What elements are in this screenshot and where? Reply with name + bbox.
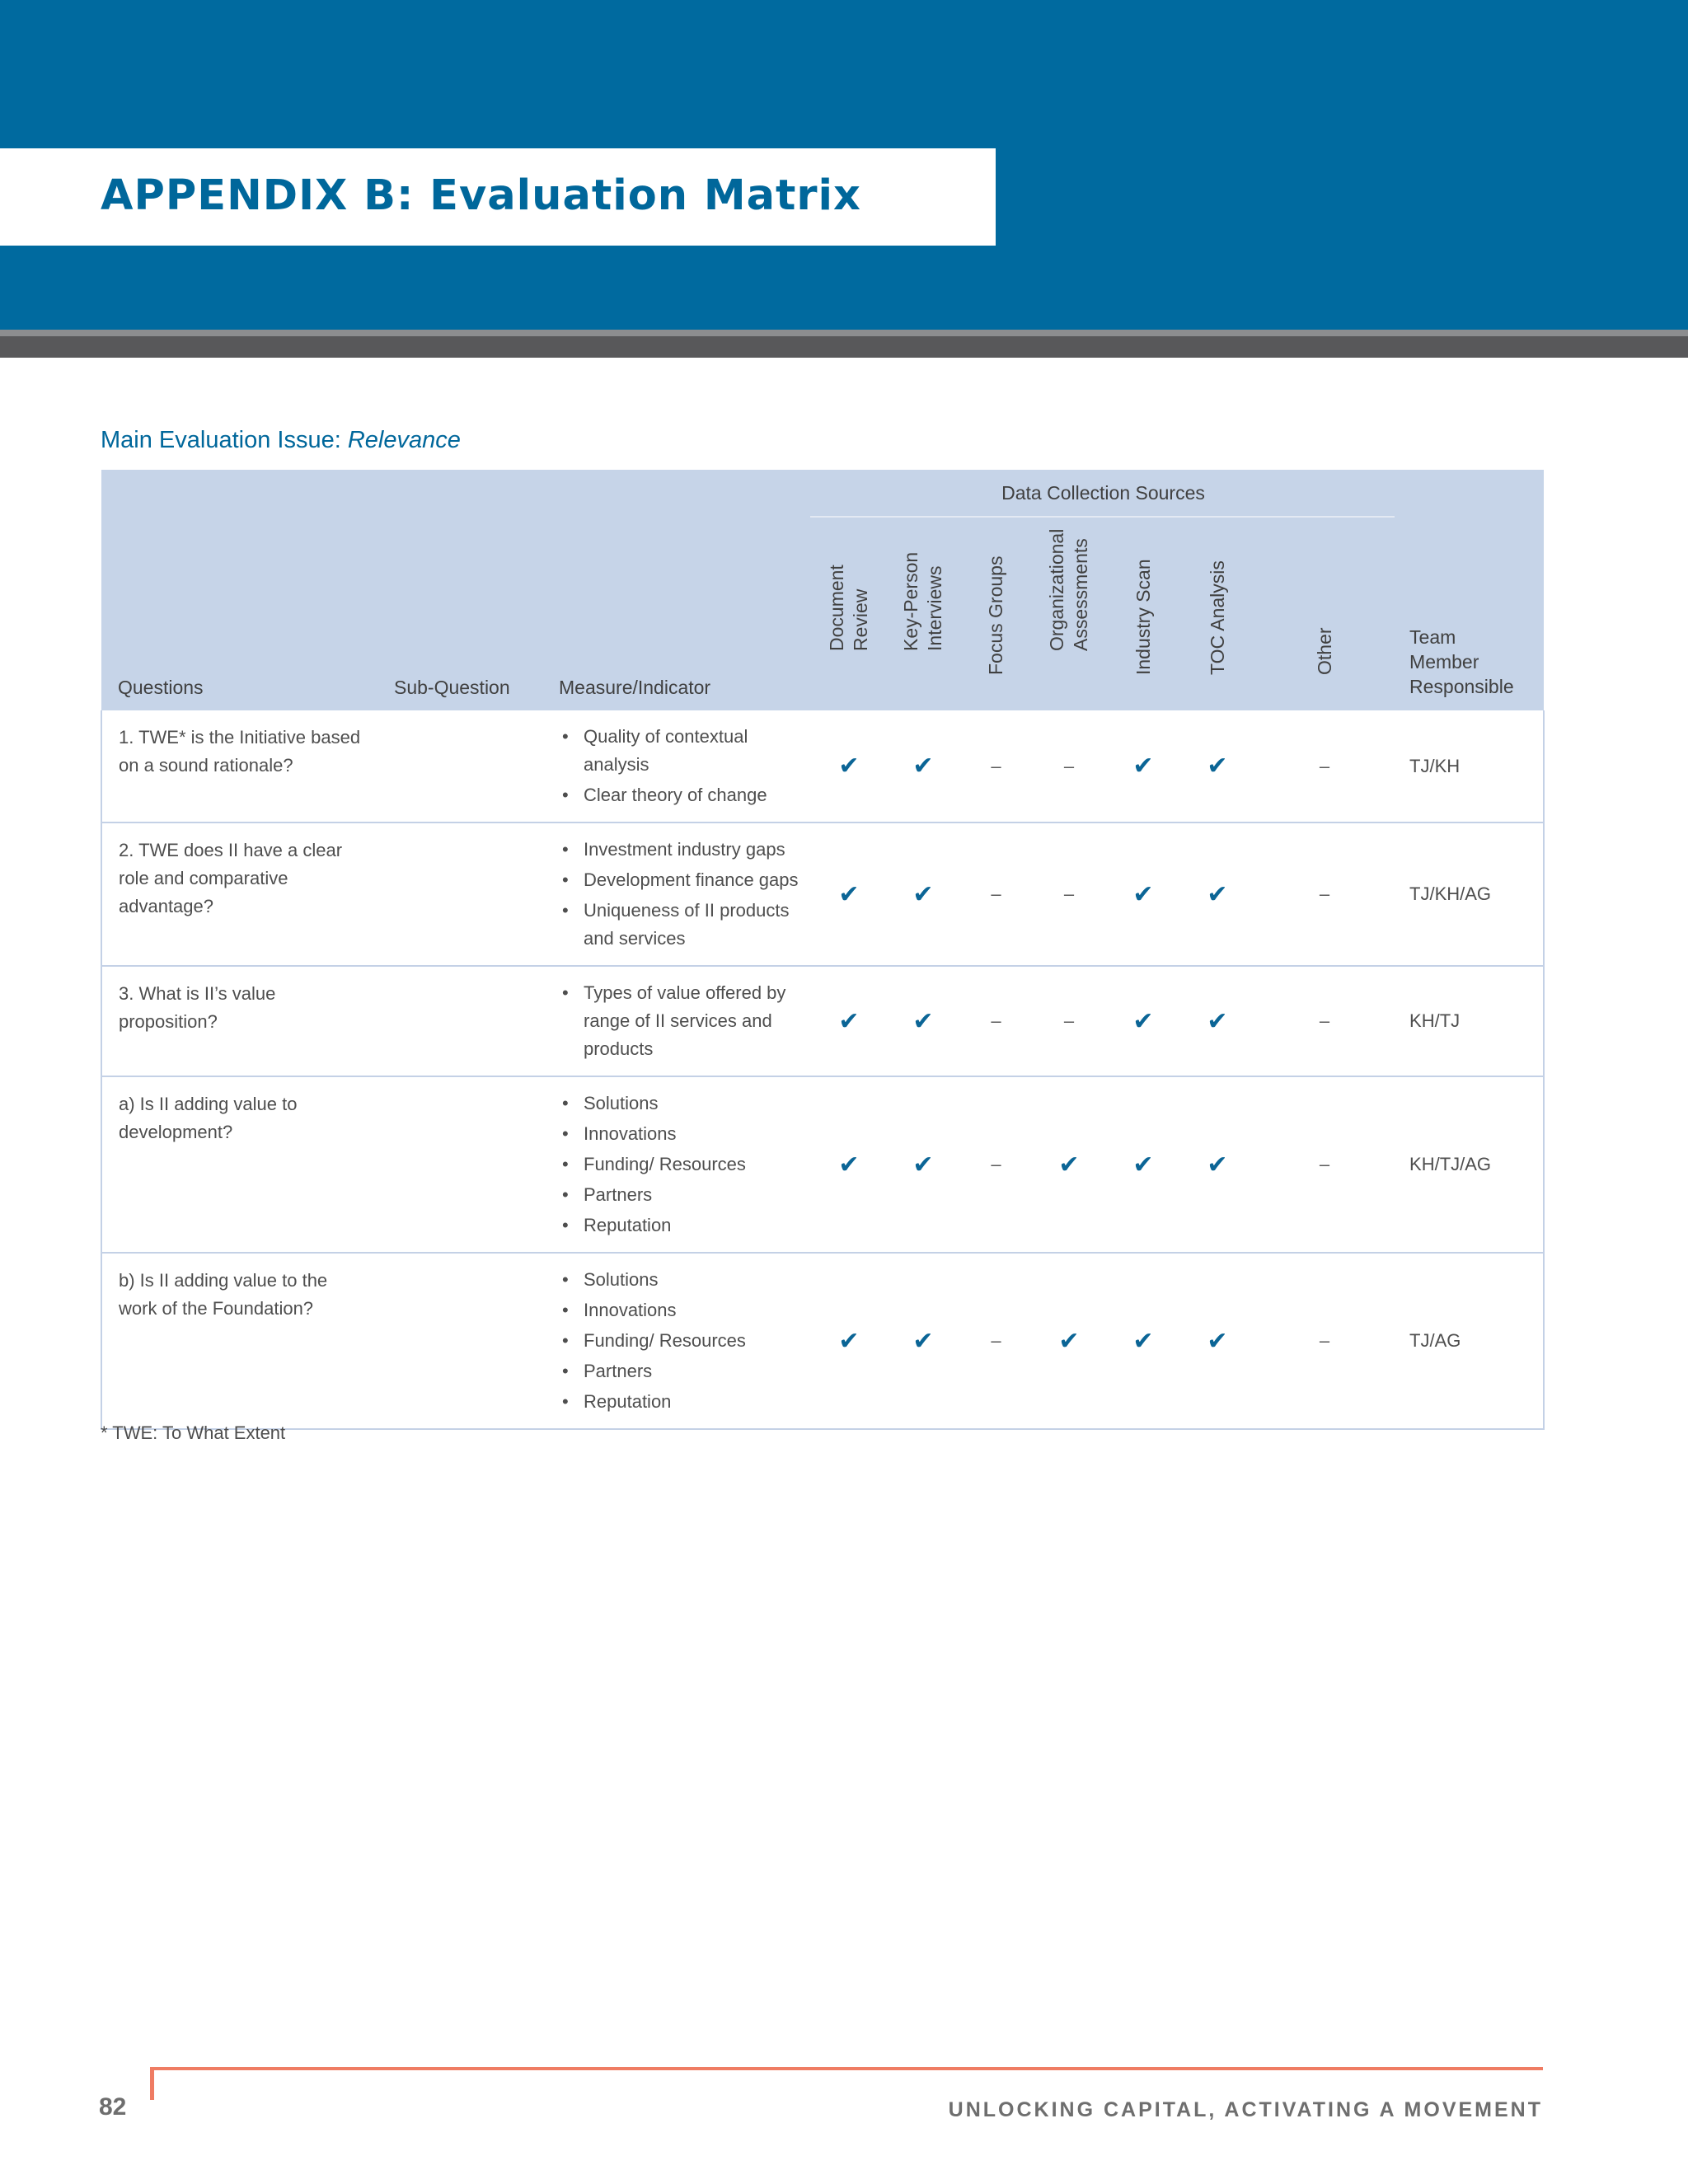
table-row xyxy=(101,1253,1544,1429)
dash-mark: – xyxy=(991,1010,1001,1031)
source-cell xyxy=(960,966,1032,1076)
checkmark-icon: ✔ xyxy=(1207,1007,1228,1035)
dash-mark: – xyxy=(1063,883,1075,904)
team-cell: TJ/KH xyxy=(1395,710,1544,823)
header-source-line: Document xyxy=(826,565,847,651)
footnote: * TWE: To What Extent xyxy=(101,1422,286,1443)
source-cell xyxy=(812,966,886,1076)
header-data-collection-sources xyxy=(812,470,1395,519)
measure-item: • Clear theory of change xyxy=(559,781,804,809)
measure-item: • Investment industry gaps xyxy=(559,836,804,864)
checkmark-icon: ✔ xyxy=(838,1007,860,1035)
dash-mark: – xyxy=(1063,1010,1075,1031)
dash-mark: – xyxy=(991,1330,1001,1351)
source-cell xyxy=(812,1076,886,1253)
measure-cell xyxy=(542,710,812,823)
question-cell: 3. What is II’s value proposition? xyxy=(101,966,377,1076)
measure-cell xyxy=(542,966,812,1076)
source-cell xyxy=(960,1253,1032,1429)
measure-list xyxy=(559,979,804,1063)
header-source-line: Other xyxy=(1313,627,1335,675)
measure-item: • Innovations xyxy=(559,1296,804,1324)
footer-title: UNLOCKING CAPITAL, ACTIVATING A MOVEMENT xyxy=(948,2098,1543,2121)
measure-item: • Reputation xyxy=(559,1212,804,1240)
source-cell xyxy=(1106,966,1180,1076)
dash-mark: – xyxy=(1319,755,1330,776)
source-cell xyxy=(1032,823,1106,966)
checkmark-icon: ✔ xyxy=(1132,1151,1154,1179)
measure-cell xyxy=(542,1253,812,1429)
checkmark-icon: ✔ xyxy=(1058,1151,1080,1179)
header-source xyxy=(960,519,1032,710)
table-row xyxy=(101,966,1544,1076)
source-cell xyxy=(1254,710,1395,823)
checkmark-icon: ✔ xyxy=(1132,752,1154,780)
measure-item: • Funding/ Resources xyxy=(559,1327,804,1355)
checkmark-icon: ✔ xyxy=(838,880,860,908)
measure-item: • Solutions xyxy=(559,1090,804,1118)
header-source xyxy=(886,519,960,710)
source-cell xyxy=(1254,823,1395,966)
checkmark-icon: ✔ xyxy=(838,1327,860,1355)
measure-cell xyxy=(542,1076,812,1253)
footer-rule-tick xyxy=(150,2067,154,2100)
header-source xyxy=(1106,519,1180,710)
source-cell xyxy=(1180,710,1254,823)
footer-rule xyxy=(150,2067,1543,2070)
source-cell xyxy=(886,823,960,966)
team-cell: TJ/AG xyxy=(1395,1253,1544,1429)
source-cell xyxy=(1032,1253,1106,1429)
dash-mark: – xyxy=(991,1154,1001,1174)
source-cell xyxy=(1180,1253,1254,1429)
checkmark-icon: ✔ xyxy=(1207,752,1228,780)
measure-list xyxy=(559,1090,804,1240)
measure-item: • Types of value offered by range of II services and products xyxy=(559,979,804,1063)
checkmark-icon: ✔ xyxy=(1132,1007,1154,1035)
source-cell xyxy=(960,1076,1032,1253)
header-questions-label: Questions xyxy=(118,677,204,698)
measure-item: • Partners xyxy=(559,1357,804,1385)
header-source-line: Industry Scan xyxy=(1132,559,1154,675)
question-cell: 1. TWE* is the Initiative based on a sound rationale? xyxy=(101,710,377,823)
header-team-line: Team xyxy=(1409,626,1456,648)
checkmark-icon: ✔ xyxy=(1058,1327,1080,1355)
header-measure xyxy=(542,470,812,710)
dash-mark: – xyxy=(991,755,1001,776)
measure-item: • Solutions xyxy=(559,1266,804,1294)
source-cell xyxy=(886,1253,960,1429)
header-measure-label: Measure/Indicator xyxy=(559,677,711,698)
sub-question-cell xyxy=(377,966,542,1076)
measure-list xyxy=(559,723,804,809)
measure-item: • Quality of contextual analysis xyxy=(559,723,804,779)
source-cell xyxy=(960,710,1032,823)
source-cell xyxy=(1032,1076,1106,1253)
question-cell: a) Is II adding value to development? xyxy=(101,1076,377,1253)
page-title: APPENDIX B: Evaluation Matrix xyxy=(101,171,861,220)
header-source-line: Focus Groups xyxy=(985,555,1006,675)
header-source xyxy=(1032,519,1106,710)
header-source-line: Key-Person xyxy=(900,551,921,651)
header-rule-light xyxy=(0,330,1688,336)
checkmark-icon: ✔ xyxy=(912,1151,934,1179)
table-row xyxy=(101,710,1544,823)
evaluation-issue xyxy=(101,427,461,454)
source-cell xyxy=(886,1076,960,1253)
header-source-line: Organizational xyxy=(1046,528,1067,651)
checkmark-icon: ✔ xyxy=(912,752,934,780)
source-cell xyxy=(812,1253,886,1429)
checkmark-icon: ✔ xyxy=(912,1007,934,1035)
table-row xyxy=(101,1076,1544,1253)
source-cell xyxy=(960,823,1032,966)
question-cell: b) Is II adding value to the work of the Foundation? xyxy=(101,1253,377,1429)
checkmark-icon: ✔ xyxy=(1132,1327,1154,1355)
sub-question-cell xyxy=(377,1253,542,1429)
source-cell xyxy=(1180,1076,1254,1253)
checkmark-icon: ✔ xyxy=(1207,1151,1228,1179)
sub-question-cell xyxy=(377,1076,542,1253)
header-source-line: Review xyxy=(850,588,871,651)
source-cell xyxy=(1254,1253,1395,1429)
question-cell: 2. TWE does II have a clear role and comparative advantage? xyxy=(101,823,377,966)
evaluation-matrix-table xyxy=(101,470,1545,1430)
measure-list xyxy=(559,1266,804,1416)
source-cell xyxy=(1254,966,1395,1076)
header-team-line: Member xyxy=(1409,651,1479,673)
team-cell: TJ/KH/AG xyxy=(1395,823,1544,966)
checkmark-icon: ✔ xyxy=(838,1151,860,1179)
checkmark-icon: ✔ xyxy=(838,752,860,780)
team-cell: KH/TJ xyxy=(1395,966,1544,1076)
source-cell xyxy=(812,710,886,823)
checkmark-icon: ✔ xyxy=(1207,880,1228,908)
header-source-line: Assessments xyxy=(1070,538,1091,651)
issue-prefix: Main Evaluation Issue: xyxy=(101,427,341,453)
measure-item: • Development finance gaps xyxy=(559,866,804,894)
dash-mark: – xyxy=(1063,755,1075,776)
checkmark-icon: ✔ xyxy=(1207,1327,1228,1355)
header-sub-question-label: Sub-Question xyxy=(394,677,510,698)
checkmark-icon: ✔ xyxy=(1132,880,1154,908)
measure-item: • Partners xyxy=(559,1181,804,1209)
source-cell xyxy=(1106,1253,1180,1429)
measure-item: • Uniqueness of II products and services xyxy=(559,897,804,953)
source-cell xyxy=(1032,710,1106,823)
issue-value: Relevance xyxy=(347,427,461,453)
header-rule-dark xyxy=(0,336,1688,358)
header-sub-question xyxy=(377,470,542,710)
data-collection-sources-label: Data Collection Sources xyxy=(810,472,1396,518)
header-source-line: TOC Analysis xyxy=(1206,560,1228,675)
source-cell xyxy=(812,823,886,966)
team-cell: KH/TJ/AG xyxy=(1395,1076,1544,1253)
header-team xyxy=(1395,470,1544,710)
dash-mark: – xyxy=(1319,1330,1330,1351)
source-cell xyxy=(1254,1076,1395,1253)
sub-question-cell xyxy=(377,823,542,966)
header-team-line: Responsible xyxy=(1409,676,1514,697)
sub-question-cell xyxy=(377,710,542,823)
measure-item: • Funding/ Resources xyxy=(559,1151,804,1179)
source-cell xyxy=(1106,710,1180,823)
source-cell xyxy=(1106,823,1180,966)
checkmark-icon: ✔ xyxy=(912,1327,934,1355)
source-cell xyxy=(1106,1076,1180,1253)
header-questions xyxy=(101,470,377,710)
header-source xyxy=(1180,519,1254,710)
dash-mark: – xyxy=(1319,1010,1330,1031)
source-cell xyxy=(1032,966,1106,1076)
measure-list xyxy=(559,836,804,953)
header-source-line: Interviews xyxy=(924,565,945,651)
header-source xyxy=(812,519,886,710)
source-cell xyxy=(1180,966,1254,1076)
dash-mark: – xyxy=(991,883,1001,904)
measure-item: • Reputation xyxy=(559,1388,804,1416)
source-cell xyxy=(886,966,960,1076)
header-source xyxy=(1254,519,1395,710)
dash-mark: – xyxy=(1319,883,1330,904)
measure-cell xyxy=(542,823,812,966)
checkmark-icon: ✔ xyxy=(912,880,934,908)
source-cell xyxy=(886,710,960,823)
table-row xyxy=(101,823,1544,966)
page-number: 82 xyxy=(99,2093,127,2121)
source-cell xyxy=(1180,823,1254,966)
measure-item: • Innovations xyxy=(559,1120,804,1148)
dash-mark: – xyxy=(1319,1154,1330,1174)
